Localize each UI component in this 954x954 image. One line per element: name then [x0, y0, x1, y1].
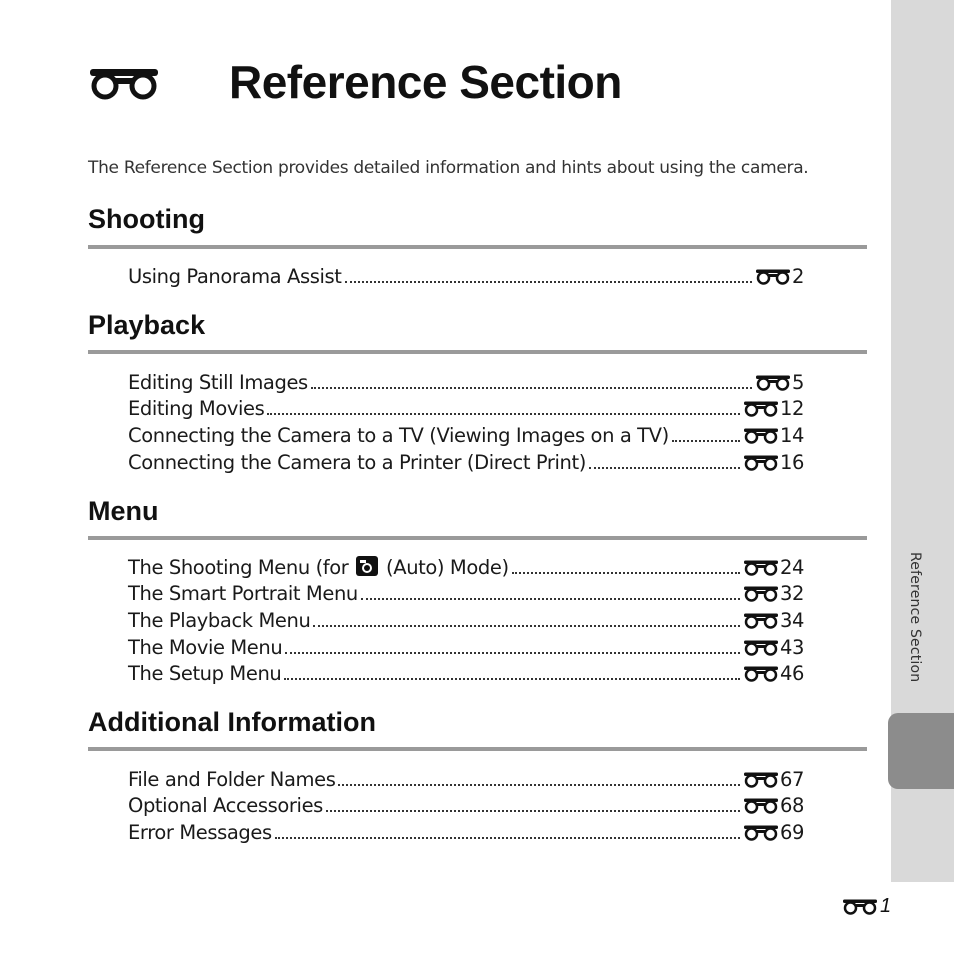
toc-entry[interactable]: [128, 659, 804, 686]
toc-entry[interactable]: [128, 632, 804, 659]
toc-leader-dots: [285, 651, 740, 654]
toc-entry-title: The Smart Portrait Menu: [128, 582, 358, 606]
toc-entry[interactable]: [128, 817, 804, 844]
section-heading-playback: Playback: [88, 310, 206, 340]
section-heading-shooting: Shooting: [88, 204, 205, 234]
toc-entry-page: [743, 556, 804, 579]
section-heading-menu: Menu: [88, 496, 159, 526]
reference-binoculars-icon: [743, 400, 779, 417]
toc-leader-dots: [275, 836, 740, 839]
section-rule: [88, 245, 867, 249]
section-rule: [88, 350, 867, 354]
toc-leader-dots: [672, 439, 740, 442]
toc-list-menu: [128, 552, 804, 685]
toc-entry[interactable]: [128, 605, 804, 632]
toc-entry-page: [743, 662, 804, 685]
reference-binoculars-icon: [755, 268, 791, 285]
toc-entry-page: [743, 582, 804, 605]
side-tab-marker: [888, 713, 954, 789]
toc-entry[interactable]: [128, 552, 804, 579]
page-ref: 24: [779, 555, 804, 579]
toc-entry[interactable]: [128, 764, 804, 791]
reference-binoculars-icon: [842, 898, 878, 915]
page-ref: 16: [779, 450, 804, 474]
toc-list-playback: [128, 367, 804, 474]
intro-text: The Reference Section provides detailed information and hints about using the camera.: [88, 158, 809, 178]
toc-entry-page: [755, 371, 804, 394]
section-rule: [88, 536, 867, 540]
reference-binoculars-icon: [743, 771, 779, 788]
toc-leader-dots: [589, 466, 740, 469]
reference-binoculars-icon: [743, 427, 779, 444]
toc-list-additional-information: [128, 764, 804, 844]
page-number-value: 1: [880, 895, 892, 917]
section-heading-additional-information: Additional Information: [88, 707, 376, 737]
toc-entry[interactable]: [128, 579, 804, 606]
toc-entry[interactable]: [128, 447, 804, 474]
reference-binoculars-icon: [743, 454, 779, 471]
toc-entry-title: The Playback Menu: [128, 609, 311, 633]
toc-entry[interactable]: [128, 261, 804, 288]
toc-entry-page: [743, 821, 804, 844]
reference-binoculars-icon: [743, 559, 779, 576]
toc-leader-dots: [313, 624, 740, 627]
reference-binoculars-icon: [743, 665, 779, 682]
toc-entry[interactable]: [128, 420, 804, 447]
reference-binoculars-icon: [743, 797, 779, 814]
page-number: [842, 895, 891, 918]
page-ref: 5: [791, 370, 804, 394]
toc-leader-dots: [338, 783, 740, 786]
page-ref: 34: [779, 609, 804, 633]
toc-entry-page: [743, 768, 804, 791]
page-ref: 67: [779, 767, 804, 791]
toc-entry-page: [743, 397, 804, 420]
toc-entry-page: [743, 424, 804, 447]
page-ref: 69: [779, 821, 804, 845]
reference-binoculars-icon: [743, 639, 779, 656]
toc-entry[interactable]: [128, 367, 804, 394]
toc-entry-title: Optional Accessories: [128, 794, 323, 818]
reference-binoculars-icon: [743, 585, 779, 602]
toc-leader-dots: [284, 677, 740, 680]
toc-leader-dots: [345, 280, 752, 283]
reference-binoculars-icon: [755, 374, 791, 391]
page-ref: 68: [779, 794, 804, 818]
toc-entry-title: Connecting the Camera to a Printer (Direct Print): [128, 450, 586, 474]
toc-entry-title: Error Messages: [128, 821, 272, 845]
toc-leader-dots: [326, 809, 740, 812]
toc-entry-title: [128, 556, 509, 579]
side-tab-label: Reference Section: [907, 552, 923, 683]
page-ref: 46: [779, 662, 804, 686]
toc-entry-title: File and Folder Names: [128, 767, 336, 791]
toc-leader-dots: [361, 597, 740, 600]
reference-binoculars-icon: [88, 66, 160, 100]
toc-entry-page: [755, 265, 804, 288]
toc-leader-dots: [267, 412, 740, 415]
toc-entry-title-part: (Auto) Mode): [386, 555, 509, 579]
page-ref: 43: [779, 635, 804, 659]
reference-binoculars-icon: [743, 612, 779, 629]
toc-entry-title: The Setup Menu: [128, 662, 282, 686]
camera-icon: [356, 556, 378, 576]
reference-binoculars-icon: [743, 824, 779, 841]
page-ref: 32: [779, 582, 804, 606]
page-ref: 12: [779, 397, 804, 421]
toc-entry[interactable]: [128, 394, 804, 421]
toc-entry-title: Using Panorama Assist: [128, 264, 342, 288]
toc-entry[interactable]: [128, 791, 804, 818]
toc-entry-title: Editing Still Images: [128, 370, 308, 394]
toc-entry-page: [743, 609, 804, 632]
toc-entry-title: Connecting the Camera to a TV (Viewing Images on a TV): [128, 424, 669, 448]
toc-entry-title: Editing Movies: [128, 397, 265, 421]
section-rule: [88, 747, 867, 751]
toc-list-shooting: [128, 261, 804, 288]
page-ref: 2: [791, 264, 804, 288]
toc-entry-page: [743, 794, 804, 817]
toc-entry-title-part: The Shooting Menu (for: [128, 555, 349, 579]
page-ref: 14: [779, 424, 804, 448]
toc-entry-page: [743, 636, 804, 659]
toc-leader-dots: [512, 571, 740, 574]
toc-entry-page: [743, 451, 804, 474]
toc-entry-title: The Movie Menu: [128, 635, 283, 659]
page-title: Reference Section: [229, 56, 622, 108]
toc-leader-dots: [311, 386, 752, 389]
